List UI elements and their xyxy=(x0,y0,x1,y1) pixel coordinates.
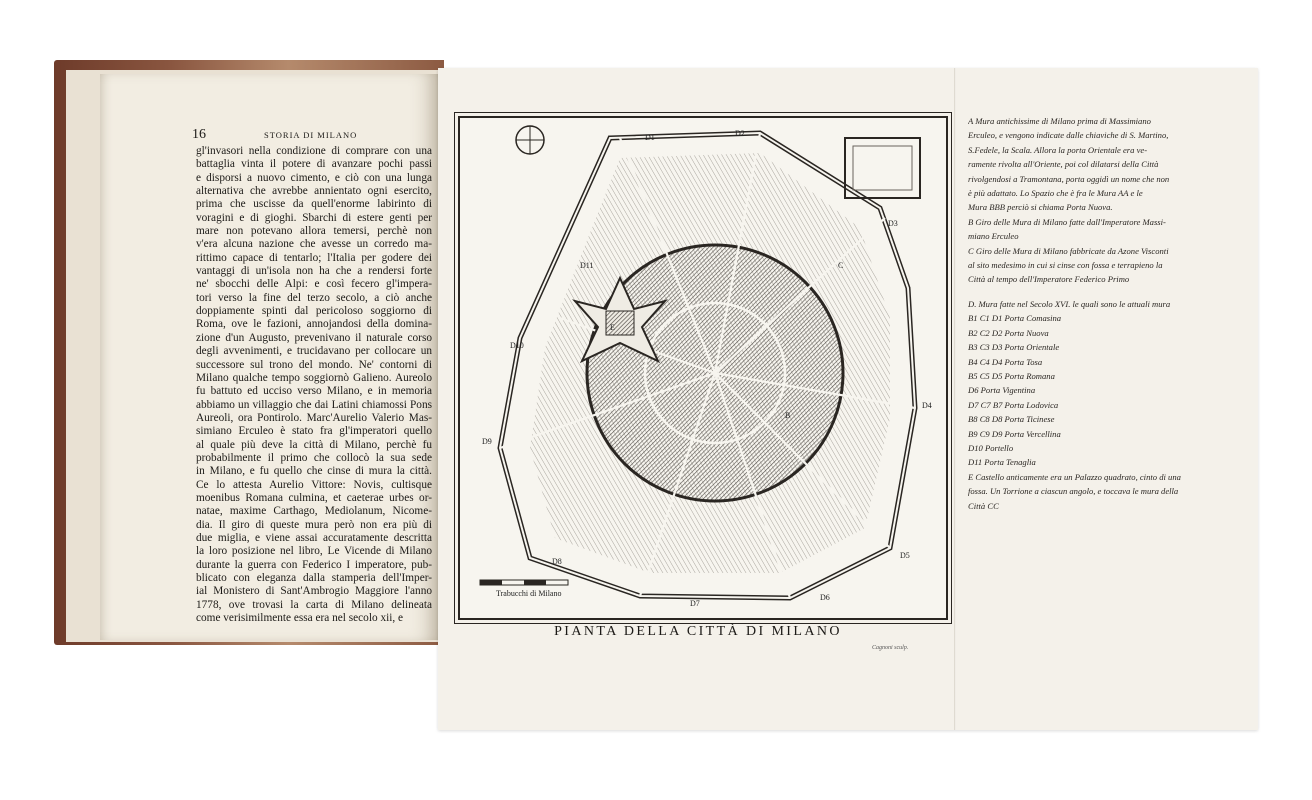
legend-entry: D10 Portello xyxy=(968,442,1014,453)
page-number: 16 xyxy=(192,127,206,142)
book-page xyxy=(100,74,438,640)
text-line: doppiamente spinti dal pericoloso soggiorno di xyxy=(196,305,432,318)
map-label: D10 xyxy=(510,341,524,350)
text-line: durante la guerra con Federico I imperatore, pub- xyxy=(196,558,432,571)
legend-entry: C Giro delle Mura di Milano fabbricate da Azone Visconti xyxy=(968,245,1169,256)
scale-bar xyxy=(480,580,568,598)
text-line: probabilmente il primo che collocò la sua sede xyxy=(196,451,432,464)
map-label: D2 xyxy=(735,129,745,138)
legend-entry: B9 C9 D9 Porta Vercellina xyxy=(968,428,1061,439)
scale-caption: Trabucchi di Milano xyxy=(496,589,562,598)
legend-entry xyxy=(968,287,1253,297)
text-line: due miglia, e viene assai accuratamente descritta xyxy=(196,531,432,544)
legend-entry: al sito medesimo in cui si cinse con fossa e terrapieno la xyxy=(968,260,1163,271)
legend-entry: Erculeo, e vengono indicate dalle chiaviche di S. Martino, xyxy=(968,130,1169,141)
map-label: D3 xyxy=(888,219,898,228)
map-label: D9 xyxy=(482,437,492,446)
legend-entry: B1 C1 D1 Porta Comasina xyxy=(968,313,1062,324)
text-line: blicato con eleganza dalla stamperia dell'Imper- xyxy=(196,572,432,584)
legend-entry: A Mura antichissime di Milano prima di Massimiano xyxy=(968,116,1151,126)
legend-entry: B8 C8 D8 Porta Ticinese xyxy=(968,414,1055,425)
legend-entry: fossa. Un Torrione a ciascun angolo, e toccava le mura della xyxy=(968,486,1179,497)
legend-entry: B4 C4 D4 Porta Tosa xyxy=(968,356,1043,367)
map-label: D1 xyxy=(645,133,655,142)
city-map xyxy=(458,116,948,620)
text-line: ne' sbocchi delle Alpi: e così fecero gl'impera- xyxy=(196,278,432,291)
legend-entry: B3 C3 D3 Porta Orientale xyxy=(968,342,1060,353)
text-line: ial Monistero di Sant'Ambrogio Maggiore l'anno xyxy=(196,585,432,598)
legend-entry: rivolgendosi a Tramontana, porta oggidì un nome che non xyxy=(968,173,1170,184)
text-line: come verisimilmente essa era nel secolo xii, e xyxy=(196,612,404,625)
text-line: natae, maxime Carthago, Mediolanum, Nicome- xyxy=(196,505,432,518)
running-title: STORIA DI MILANO xyxy=(264,130,358,140)
map-label: D7 xyxy=(690,599,700,608)
legend-entry: ramente rivolta all'Oriente, poi col dilatarsi della Città xyxy=(968,159,1159,170)
text-line: mare non potevano allora temersi, perchè non xyxy=(196,225,432,238)
text-line: vantaggi di un'isola non ha che a rendersi forte xyxy=(196,265,432,278)
legend-entry: Mura BBB perciò si chiama Porta Nuova. xyxy=(968,202,1113,213)
legend-entry: è più adattato. Lo Spazio che è fra le Mura AA e le xyxy=(968,188,1143,199)
text-line: al quale più deve la città di Milano, perchè fu xyxy=(196,438,432,451)
map-label: D5 xyxy=(900,551,910,560)
text-line: dia. Il giro di queste mura però non era più di xyxy=(196,518,432,531)
text-line: in Milano, e fu quello che cinse di mura la città. xyxy=(196,465,432,478)
compass-rose xyxy=(516,126,544,154)
page-header xyxy=(192,127,422,143)
legend-entry: Città al tempo dell'Imperatore Federico Primo xyxy=(968,274,1130,285)
foldout-plate xyxy=(438,68,1258,730)
map-label: D11 xyxy=(580,261,594,270)
legend-entry: D6 Porta Vigentina xyxy=(968,385,1036,396)
text-line: zione d'un Augusto, prevenivano il naturale corso xyxy=(196,331,432,344)
text-line: degli avvenimenti, e trucidavano per collocare un xyxy=(196,345,432,358)
text-line: tori verso la fine del terzo secolo, a ciò anche xyxy=(196,291,432,304)
legend-entry: D. Mura fatte nel Secolo XVI. le quali sono le attuali mura xyxy=(968,298,1171,309)
text-line: voragini e di gioghi. Sbarchi di estere genti per xyxy=(196,211,432,224)
engraver-credit: Cagnoni sculp. xyxy=(872,645,909,651)
text-line: v'era alcuna nazione che avesse un corredo ma- xyxy=(196,238,432,251)
text-line: alternativa che avrebbe annientato ogni esercito, xyxy=(196,185,432,198)
legend-entry: miano Erculeo xyxy=(968,231,1019,242)
text-line: fu battuto ed ucciso verso Milano, e in memoria xyxy=(196,385,432,398)
legend-entry: B5 C5 D5 Porta Romana xyxy=(968,370,1055,381)
text-line: prima che uscisse da quell'enorme labirinto di xyxy=(196,198,432,211)
text-line: simiano Erculeo è stato fra gl'imperatori quello xyxy=(196,425,432,438)
map-label: C xyxy=(838,261,844,270)
legend-entry: Città CC xyxy=(968,500,999,511)
map-legend xyxy=(968,114,1253,513)
text-line: 1778, ove trovasi la carta di Milano delineata xyxy=(196,598,432,611)
text-line: Ce lo attesta Aurelio Vittore: Novis, cultisque xyxy=(196,478,432,491)
text-line: abbiamo un villaggio che dai Latini chiamossi Pons xyxy=(196,398,432,411)
body-text xyxy=(196,145,432,625)
lazzaretto xyxy=(845,138,920,198)
legend-entry: B2 C2 D2 Porta Nuova xyxy=(968,327,1049,338)
map-label: D4 xyxy=(922,401,932,410)
text-line: Milano qualche tempo soggiornò Galieno. Aureolo xyxy=(196,371,432,384)
text-line: successore sul trono del mondo. Ne' contorni di xyxy=(196,358,432,371)
plate-fold xyxy=(954,68,956,730)
map-label: E xyxy=(610,323,615,332)
legend-entry: B Giro delle Mura di Milano fatte dall'Imperatore Massi- xyxy=(968,216,1166,227)
text-line: battaglia vinta il potere di avanzare pochi passi xyxy=(196,158,432,171)
map-label: D8 xyxy=(552,557,562,566)
legend-entry: D7 C7 B7 Porta Lodovica xyxy=(968,399,1059,410)
text-line: rittimo capace di tentarlo; l'Italia per godere dei xyxy=(196,251,432,264)
text-line: la loro posizione nel libro, Le Vicende di Milano xyxy=(196,545,432,558)
text-line: gl'invasori nella condizione di comprare con una xyxy=(196,145,432,157)
text-line: moenibus Romana culmina, et caeterae urbes or- xyxy=(196,491,432,504)
text-line: e disporsi a nuovo cimento, e ciò con una lunga xyxy=(196,171,432,184)
legend-entry: E Castello anticamente era un Palazzo quadrato, cinto di una xyxy=(968,471,1181,482)
map-label: D6 xyxy=(820,593,830,602)
map-engraving xyxy=(460,118,946,618)
legend-entry: S.Fedele, la Scala. Allora la porta Orientale era ve- xyxy=(968,144,1148,155)
legend-entry: D11 Porta Tenaglia xyxy=(968,457,1036,468)
map-label: B xyxy=(785,411,791,420)
map-title: PIANTA DELLA CITTÀ DI MILANO xyxy=(554,624,842,639)
text-line: Roma, ove le fazioni, annojandosi della domina- xyxy=(196,318,432,331)
text-line: Aureoli, ora Pontirolo. Marc'Aurelio Valerio Mas- xyxy=(196,411,432,424)
